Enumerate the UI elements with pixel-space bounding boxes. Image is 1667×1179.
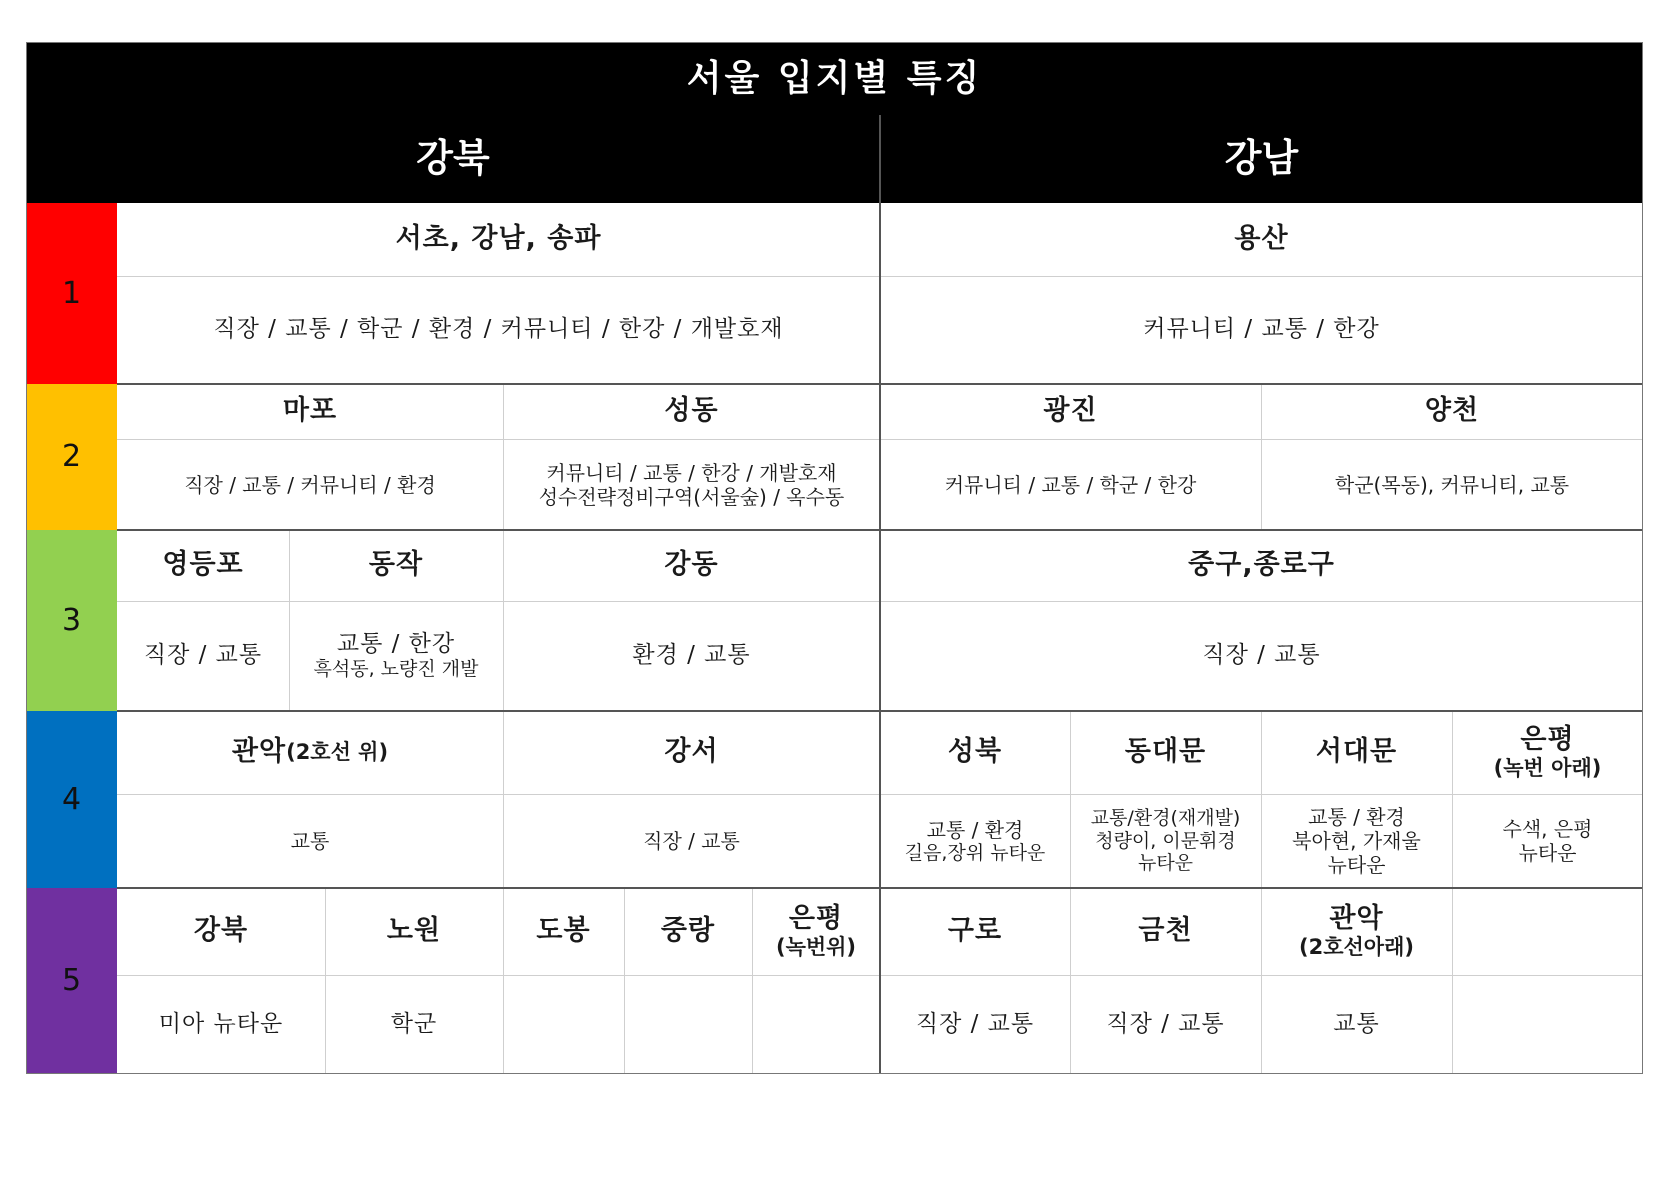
district-desc <box>1452 794 1643 888</box>
grid-line <box>1070 711 1071 1074</box>
district-desc: 직장 / 교통 <box>915 1010 1035 1037</box>
district-desc: 교통 <box>1333 1010 1380 1037</box>
center-divider <box>879 115 881 1074</box>
district-desc: 학군 <box>390 1010 438 1037</box>
desc-line: 교통 / 환경 <box>1308 805 1405 829</box>
rank-4-cell: 4 <box>26 711 117 888</box>
district-name-main: 은평 <box>1520 723 1575 755</box>
district-desc: 직장 / 교통 <box>1202 642 1321 669</box>
district-name: 성동 <box>664 395 719 427</box>
district-desc: 직장 / 교통 <box>1106 1010 1225 1037</box>
district-desc: 환경 / 교통 <box>632 642 751 669</box>
district-name <box>117 711 503 794</box>
district-name-sub: (2호선아래) <box>1299 935 1414 960</box>
district-name: 강동 <box>664 549 719 581</box>
district-name: 광진 <box>1043 395 1098 427</box>
district-name: 양천 <box>1424 395 1480 427</box>
district-name-main: 관악 <box>1329 902 1384 934</box>
district-name <box>1261 888 1452 975</box>
desc-line: 청량이, 이문휘경 <box>1095 829 1236 852</box>
desc-line: 북아현, 가재울 <box>1292 829 1421 853</box>
desc-line: 교통/환경(재개발) <box>1090 806 1241 829</box>
location-table <box>26 42 1643 1074</box>
district-name <box>752 888 880 975</box>
district-name: 성북 <box>947 736 1003 768</box>
district-desc <box>1070 794 1261 888</box>
district-desc: 커뮤니티 / 교통 / 한강 <box>1143 316 1380 343</box>
district-name: 영등포 <box>162 549 244 581</box>
district-name-main: 관악 <box>231 736 287 768</box>
district-name-sub: (2호선 위) <box>286 739 389 764</box>
district-desc: 직장 / 교통 <box>143 642 263 669</box>
district-desc <box>880 794 1070 888</box>
district-name: 구로 <box>947 915 1003 947</box>
desc-line: 길음,장위 뉴타운 <box>904 841 1046 864</box>
district-name-sub: (녹번위) <box>775 935 857 960</box>
district-name: 강서 <box>664 736 719 768</box>
grid-line <box>289 530 290 711</box>
grid-line <box>325 888 326 1074</box>
grid-line <box>624 888 625 1074</box>
district-name: 서대문 <box>1315 736 1398 768</box>
district-name: 용산 <box>1234 223 1289 255</box>
desc-line: 커뮤니티 / 교통 / 한강 / 개발호재 <box>546 460 837 485</box>
district-desc: 직장 / 교통 / 학군 / 환경 / 커뮤니티 / 한강 / 개발호재 <box>213 316 784 343</box>
grid-line <box>1261 711 1262 1074</box>
district-name-main: 은평 <box>788 902 844 934</box>
desc-line: 흑석동, 노량진 개발 <box>313 658 479 681</box>
district-desc: 커뮤니티 / 교통 / 학군 / 한강 <box>944 472 1197 497</box>
district-desc <box>1261 794 1452 888</box>
header-gangbuk: 강북 <box>26 115 880 203</box>
district-name: 도봉 <box>536 915 591 947</box>
desc-line: 뉴타운 <box>1518 841 1577 865</box>
grid-line <box>752 888 753 1074</box>
rank-5-cell: 5 <box>26 888 117 1074</box>
district-name: 동작 <box>368 549 424 581</box>
district-name: 금천 <box>1138 915 1193 947</box>
district-desc: 미아 뉴타운 <box>158 1010 284 1037</box>
district-name: 강북 <box>193 915 249 947</box>
district-desc: 학군(목동), 커뮤니티, 교통 <box>1334 472 1570 497</box>
desc-line: 성수전략정비구역(서울숲) / 옥수동 <box>538 484 845 509</box>
district-desc: 직장 / 교통 <box>643 829 740 853</box>
grid-line <box>1452 711 1453 1074</box>
district-name: 중랑 <box>660 915 716 947</box>
desc-line: 교통 / 한강 <box>336 630 456 657</box>
grid-line <box>503 384 504 1074</box>
district-name: 서초, 강남, 송파 <box>395 223 602 255</box>
district-desc <box>289 601 503 711</box>
desc-line: 교통 / 환경 <box>926 817 1024 842</box>
grid-line <box>1261 384 1262 530</box>
rank-3-cell: 3 <box>26 530 117 711</box>
district-desc: 교통 <box>290 829 330 853</box>
district-name: 중구,종로구 <box>1188 549 1335 581</box>
district-name <box>1452 711 1643 794</box>
header-gangnam: 강남 <box>880 115 1643 203</box>
desc-line: 수색, 은평 <box>1502 817 1593 841</box>
desc-line: 뉴타운 <box>1137 852 1194 875</box>
district-desc: 직장 / 교통 / 커뮤니티 / 환경 <box>184 472 436 497</box>
rank-2-cell: 2 <box>26 384 117 530</box>
desc-line: 뉴타운 <box>1327 853 1386 877</box>
district-name: 노원 <box>386 915 442 947</box>
table-title: 서울 입지별 특징 <box>26 42 1643 115</box>
district-name-sub: (녹번 아래) <box>1493 756 1602 781</box>
district-desc <box>503 439 880 530</box>
district-name: 마포 <box>282 395 338 427</box>
rank-1-cell: 1 <box>26 203 117 384</box>
district-name: 동대문 <box>1124 736 1207 768</box>
